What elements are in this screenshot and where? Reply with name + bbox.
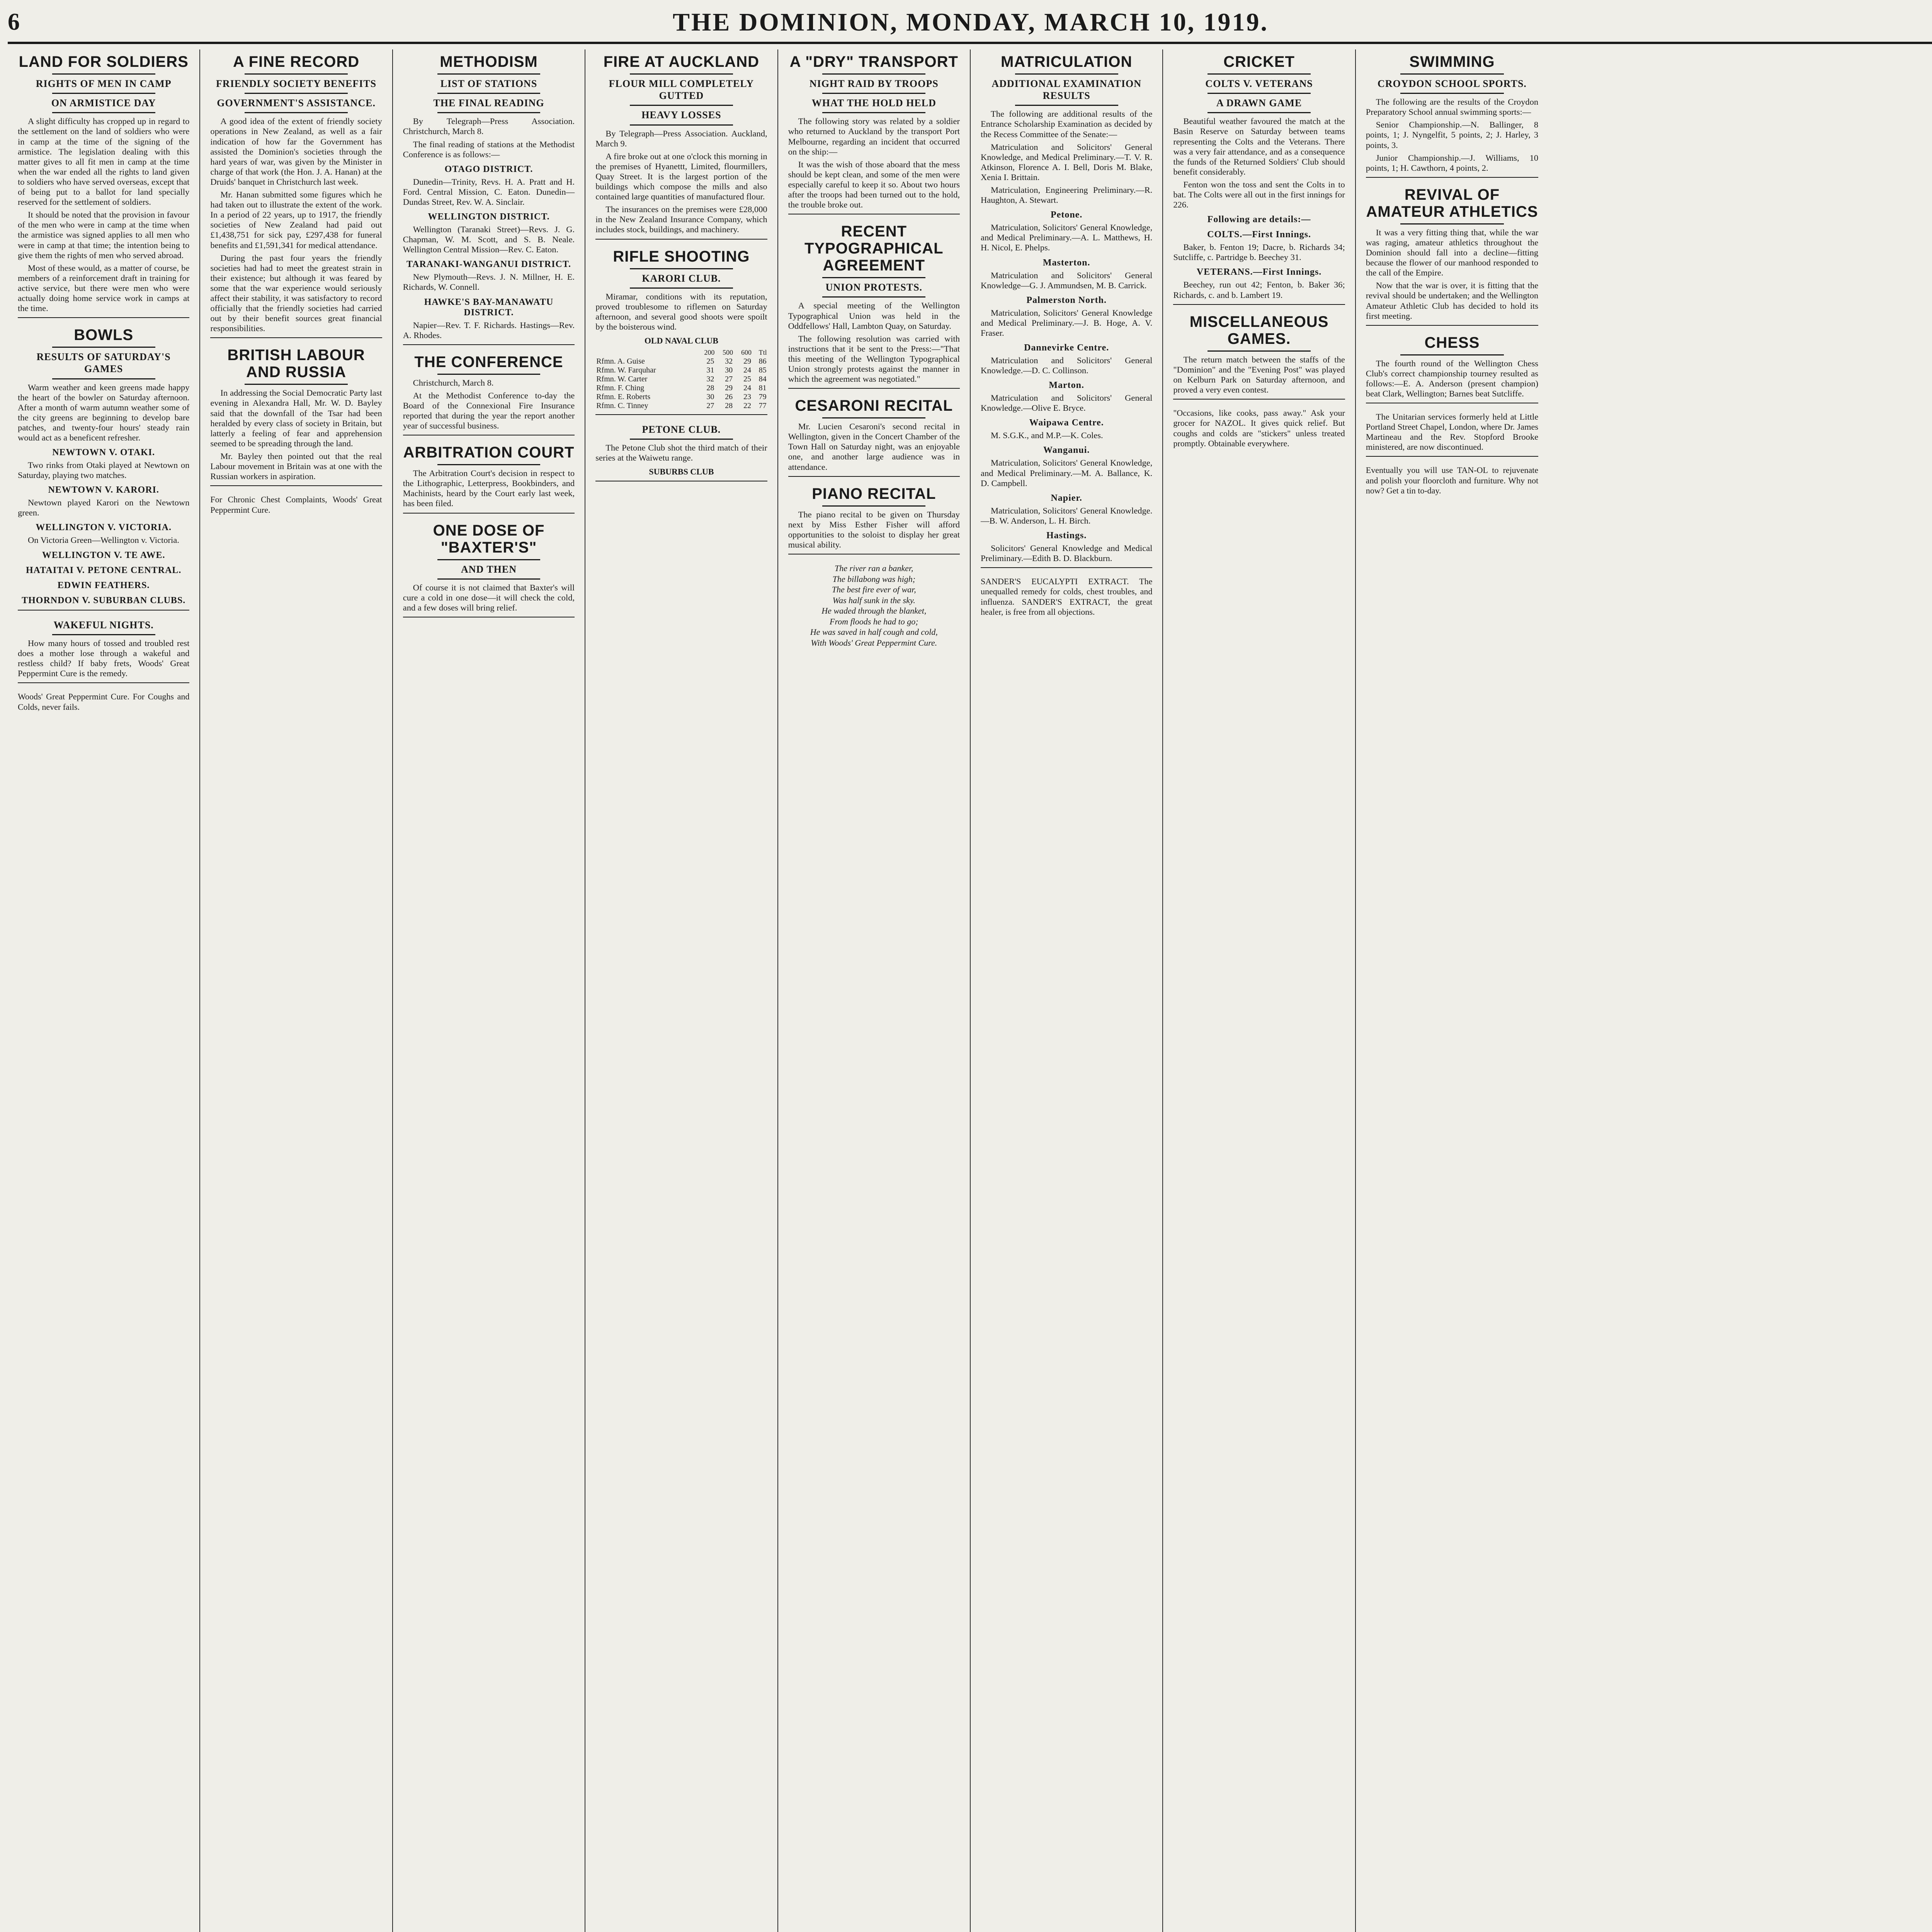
article-divider [1366, 456, 1538, 457]
article [403, 354, 575, 435]
scores-cell: Rfmn. W. Farquhar [596, 366, 656, 375]
section-heading: Masterton. [1043, 257, 1090, 268]
subheadline-rule [437, 578, 541, 580]
subheadline-rule [1015, 105, 1118, 106]
scores-cell: Rfmn. W. Carter [596, 375, 648, 384]
article [403, 522, 575, 617]
article-paragraph: The following story was related by a soldier who returned to Auckland by the transport Port Melbourne, regarding an incident that occurred on the ship:— [788, 116, 960, 156]
article-paragraph: Mr. Hanan submitted some figures which he had taken out to illustrate the extent of the work. In a period of 22 years, up to 1917, the friendly societies of New Zealand had paid out £1,438,751 for sick pay, £297,438 for funeral benefits and £1,591,341 for medical attendance. [210, 190, 382, 250]
article [1173, 313, 1345, 400]
scores-cell: 31 [706, 366, 714, 375]
section-text: Matriculation, Solicitors' General Knowledge and Medical Preliminary.—J. B. Hoge, A. V. Fraser. [980, 308, 1153, 338]
column-7 [1163, 49, 1355, 1932]
article-paragraph: The fourth round of the Wellington Chess Club's correct championship tourney resulted as follows:—E. A. Anderson (present champion) beat Clark, Wellington; Barnes beat Sutcliffe. [1366, 358, 1539, 398]
article-paragraph: A slight difficulty has cropped up in regard to the settlement on the land of soldiers who were in camp at the time of the signing of the armistice. The legislation dealing with this matter gives to all fit men in camp at the time when the war ended all the rights to land given to soldiers who have served overseas, except that of being put to a ballot for land specially reserved for the settlement of soldiers. [18, 116, 190, 207]
article-paragraph: Matriculation, Engineering Preliminary.—R. Haughton, A. Stewart. [980, 185, 1153, 205]
article-headline: REVIVAL OF AMATEUR ATHLETICS [1366, 186, 1538, 220]
subheadline-rule [822, 93, 925, 94]
headline-rule [245, 384, 348, 385]
scores-row [595, 357, 767, 366]
article-headline: A FINE RECORD [233, 53, 360, 70]
article-headline: CESARONI RECITAL [795, 397, 953, 415]
section-heading: WELLINGTON V. VICTORIA. [36, 522, 172, 533]
section-text: Matriculation and Solicitors' General Knowledge.—D. C. Collinson. [980, 355, 1153, 376]
scores-cell: 27 [725, 375, 733, 384]
article-paragraph: During the past four years the friendly societies had had to meet the greatest strain in their existence; but although it was feared by some that the war experience would seriously affect their stability, it was satisfactory to record officially that the friendly societies had carried out by their benefit sources great financial responsibilities. [210, 253, 382, 333]
article [788, 397, 960, 476]
article-paragraph: It should be noted that the provision in favour of the men who were in camp at the time when the armistice was signed applies to all men who were in camp at that time; the intention being to give them the rights of men who served abroad. [18, 210, 190, 260]
article-headline: A "DRY" TRANSPORT [789, 53, 958, 70]
column-6 [971, 49, 1163, 1932]
scores-cell: Rfmn. C. Tinney [596, 401, 648, 410]
scores-header-cell [595, 348, 696, 357]
section-heading: EDWIN FEATHERS. [57, 580, 150, 590]
section-text: Napier—Rev. T. F. Richards. Hastings—Rev. A. Rhodes. [403, 320, 575, 340]
section-heading: HATAITAI V. PETONE CENTRAL. [26, 565, 182, 575]
scores-cell: 29 [743, 357, 751, 366]
scores-table [595, 348, 767, 410]
advertisement: "Occasions, like cooks, pass away." Ask your grocer for NAZOL. It gives quick relief. But coughs and colds are "stickers" unless treated promptly. Obtainable everywhere. [1173, 408, 1345, 449]
subheadline-rule [630, 124, 733, 126]
article-headline: PIANO RECITAL [812, 485, 936, 502]
article-divider [403, 513, 575, 514]
headline-rule [1015, 73, 1118, 75]
headline-rule [437, 559, 541, 560]
article-subheadline: HEAVY LOSSES [641, 109, 721, 121]
scores-cell: 84 [759, 375, 767, 384]
section-heading: COLTS.—First Innings. [1207, 230, 1311, 240]
scores-header-cell: 500 [723, 349, 733, 357]
scores-cell: Rfmn. F. Ching [596, 384, 645, 393]
poem-line: The river ran a banker, [835, 563, 913, 573]
article-paragraph: Of course it is not claimed that Baxter's will cure a cold in one dose—it will check the cold, and a few doses will bring relief. [403, 582, 575, 612]
subheadline-rule [1208, 93, 1311, 94]
article [1366, 334, 1538, 403]
article-paragraph: It was a very fitting thing that, while the war was raging, amateur athletics throughout the Dominion should fall into a decline—fitting because the flower of our manhood responded to the call of the Empire. [1366, 227, 1539, 278]
article-headline: CRICKET [1223, 53, 1295, 70]
article [1366, 412, 1538, 457]
article [1366, 186, 1538, 326]
article [210, 53, 382, 338]
subheadline-rule [437, 93, 541, 94]
subheadline-rule [245, 93, 348, 94]
scores-cell: 77 [759, 401, 767, 410]
section-heading: WELLINGTON DISTRICT. [428, 212, 550, 222]
article-paragraph: It was the wish of those aboard that the mess should be kept clean, and some of the men were especially careful to keep it so. About two hours after the troops had been turned out to the hold, the trouble broke out. [788, 159, 960, 210]
headline-rule [1208, 350, 1311, 352]
scores-cell: 27 [706, 401, 714, 410]
article-divider [210, 485, 382, 486]
article-headline: SWIMMING [1409, 53, 1495, 70]
subheadline-rule [245, 112, 348, 113]
article-paragraph: The insurances on the premises were £28,000 in the New Zealand Insurance Company, which includes stock, buildings, and machinery. [595, 204, 767, 235]
article-subheadline: LIST OF STATIONS [440, 78, 537, 89]
section-heading: Napier. [1051, 493, 1082, 503]
section-heading: OTAGO DISTRICT. [444, 164, 533, 174]
article-divider [788, 388, 960, 389]
section-text: Baker, b. Fenton 19; Dacre, b. Richards 34; Sutcliffe, c. Partridge b. Beechey 31. [1173, 242, 1345, 262]
section-heading: Hastings. [1046, 530, 1087, 541]
article-subheadline: AND THEN [461, 563, 517, 575]
article-subheadline: WHAT THE HOLD HELD [811, 97, 936, 109]
scores-cell: 24 [743, 366, 751, 375]
subheadline-rule [630, 287, 733, 289]
subheadline-rule [1400, 93, 1504, 94]
scores-title: OLD NAVAL CLUB [644, 336, 718, 346]
section-heading: Waipawa Centre. [1029, 418, 1104, 428]
article-paragraph: A fire broke out at one o'clock this morning in the premises of Hyanettt, Limited, flourmillers, Quay Street. It is the largest portion of the buildings which compose the mills and also contained large quantities of manufactured flour. [595, 151, 767, 202]
headline-rule [822, 73, 925, 75]
article-divider [18, 317, 189, 318]
article [403, 444, 575, 513]
section-text: Dunedin—Trinity, Revs. H. A. Pratt and H. Ford. Central Mission, C. Eaton. Dunedin—Dundas Street, Rev. W. A. Sinclair. [403, 177, 575, 207]
section-heading: Dannevirke Centre. [1024, 342, 1109, 353]
article-headline: BRITISH LABOUR AND RUSSIA [227, 347, 365, 381]
article-subheadline: CROYDON SCHOOL SPORTS. [1378, 78, 1527, 89]
article-headline: FIRE AT AUCKLAND [603, 53, 760, 70]
article-divider [595, 239, 767, 240]
scores-cell: 22 [743, 401, 751, 410]
section-heading: Palmerston North. [1026, 295, 1107, 305]
scores-cell: Rfmn. A. Guise [596, 357, 645, 366]
article [788, 53, 960, 214]
headline-rule [437, 464, 541, 465]
subheadline-rule [630, 105, 733, 106]
scores-row [595, 384, 767, 393]
article-divider [788, 476, 960, 477]
article-paragraph: The return match between the staffs of the "Dominion" and the "Evening Post" was played on Kelburn Park on Saturday afternoon, and proved a very even contest. [1173, 354, 1345, 395]
scores-cell: 85 [759, 366, 767, 375]
headline-rule [822, 277, 925, 278]
article-paragraph: The following resolution was carried with instructions that it be sent to the Press:—"That this meeting of the Wellington Typographical Union strongly protests against the manner in which the agreement was negotiated." [788, 333, 960, 384]
article-headline: RECENT TYPOGRAPHICAL AGREEMENT [804, 223, 944, 274]
headline-rule [1400, 73, 1504, 75]
section-text: Matriculation, Solicitors' General Knowledge, and Medical Preliminary.—M. A. Ballance, K. D. Campbell. [980, 458, 1153, 488]
article-paragraph: Matriculation and Solicitors' General Knowledge, and Medical Preliminary.—T. V. R. Atkinson, Florence A. I. Bell, Doris M. Blake, Xenia I. Brittain. [980, 142, 1153, 182]
poem-line: The best fire ever of war, [832, 585, 916, 594]
headline-rule [630, 268, 733, 269]
section-heading: Marton. [1049, 380, 1085, 391]
headline-rule [822, 417, 925, 418]
subheadline-rule [822, 296, 925, 298]
article-paragraph: The Arbitration Court's decision in respect to the Lithographic, Letterpress, Bookbinders, and Machinists, heard by the Court early last week, has been filed. [403, 468, 575, 509]
section-heading: TARANAKI-WANGANUI DISTRICT. [406, 259, 571, 270]
article-divider [595, 414, 767, 415]
section-text: Matriculation, Solicitors' General Knowledge, and Medical Preliminary.—A. L. Matthews, H. H. Nicol, E. Phelps. [980, 223, 1153, 253]
subheadline-rule [437, 112, 541, 113]
footer-advertisement: Woods' Great Peppermint Cure. For Coughs and Colds, never fails. [18, 692, 190, 712]
columns-container [8, 49, 1932, 1932]
masthead-rule [8, 42, 1932, 44]
poem-line: The billabong was high; [832, 574, 916, 584]
article-paragraph: The following are additional results of the Entrance Scholarship Examination as decided by the Recess Committee of the Senate:— [980, 109, 1153, 139]
section-text: New Plymouth—Revs. J. N. Millner, H. E. Richards, W. Connell. [403, 272, 575, 292]
section-text: Matriculation, Solicitors' General Knowledge.—B. W. Anderson, L. H. Birch. [980, 505, 1153, 526]
article-subheadline: GOVERNMENT'S ASSISTANCE. [217, 97, 376, 109]
headline-rule [52, 347, 155, 348]
scores-cell: 86 [759, 357, 767, 366]
article [1366, 53, 1538, 178]
article-subheadline: KARORI CLUB. [642, 272, 721, 284]
article-subheadline: WAKEFUL NIGHTS. [53, 619, 154, 631]
subheadline-rule [1208, 112, 1311, 113]
article [1173, 53, 1345, 305]
section-text: M. S.G.K., and M.P.—K. Coles. [990, 430, 1103, 440]
subheadline-rule [630, 439, 733, 440]
section-text: Solicitors' General Knowledge and Medical Preliminary.—Edith B. D. Blackburn. [980, 543, 1153, 563]
article-paragraph: A special meeting of the Wellington Typographical Union was held in the Oddfellows' Hall, Lambton Quay, on Saturday. [788, 301, 960, 331]
section-text: Matriculation and Solicitors' General Knowledge—G. J. Ammundsen, M. B. Carrick. [980, 270, 1153, 290]
poem-line: From floods he had to go; [830, 616, 918, 626]
section-text: On Victoria Green—Wellington v. Victoria. [28, 535, 179, 545]
scores-cell: 26 [725, 393, 733, 401]
article-paragraph: By Telegraph—Press Association. Christchurch, March 8. [403, 116, 575, 136]
scores-cell: 23 [743, 393, 751, 401]
article-divider [1366, 325, 1538, 326]
article [18, 327, 189, 610]
article [210, 347, 382, 486]
article-headline: MISCELLANEOUS GAMES. [1189, 313, 1329, 347]
poem-block [788, 563, 960, 648]
poem-line: Was half sunk in the sky. [832, 595, 915, 605]
section-text: Two rinks from Otaki played at Newtown on Saturday, playing two matches. [18, 460, 190, 480]
article-divider [18, 610, 189, 611]
article-subheadline: UNION PROTESTS. [825, 282, 923, 293]
article-paragraph: The following are the results of the Croydon Preparatory School annual swimming sports:— [1366, 97, 1539, 117]
article-divider [1173, 399, 1345, 400]
scores-cell: 79 [759, 393, 767, 401]
article-divider [18, 682, 189, 683]
article-paragraph: Mr. Bayley then pointed out that the real Labour movement in Britain was at one with the Russian workers in aspiration. [210, 451, 382, 481]
article [18, 619, 189, 684]
article-paragraph: The Petone Club shot the third match of their series at the Waiwetu range. [595, 443, 767, 463]
article-headline: MATRICULATION [1001, 53, 1133, 70]
article-subheadline: NIGHT RAID BY TROOPS [809, 78, 939, 89]
article-paragraph: Most of these would, as a matter of course, be members of a reinforcement draft in training for active service, but there were men who were actually doing home service work in camps at the time. [18, 263, 190, 313]
section-heading: WELLINGTON V. TE AWE. [42, 550, 165, 560]
article-paragraph: Fenton won the toss and sent the Colts in to bat. The Colts were all out in the first innings for 226. [1173, 179, 1345, 210]
section-heading: Following are details:— [1207, 214, 1311, 225]
article-paragraph: The final reading of stations at the Methodist Conference is as follows:— [403, 139, 575, 159]
section-heading: NEWTOWN V. KARORI. [48, 485, 159, 495]
article-subheadline: COLTS V. VETERANS [1205, 78, 1313, 89]
scores-cell: 30 [706, 393, 714, 401]
headline-rule [437, 374, 541, 375]
article [595, 423, 767, 481]
advertisement: SANDER'S EUCALYPTI EXTRACT. The unequalled remedy for colds, chest troubles, and influenza. SANDER'S EXTRACT, the great healer, is free from all objections. [980, 577, 1153, 617]
article-subheadline: FLOUR MILL COMPLETELY GUTTED [609, 78, 754, 102]
headline-rule [630, 73, 733, 75]
article-paragraph: At the Methodist Conference to-day the Board of the Connexional Fire Insurance reported that during the year the report another year of successful business. [403, 390, 575, 431]
article [595, 248, 767, 415]
headline-rule [437, 73, 541, 75]
article-subheadline: PETONE CLUB. [642, 424, 721, 435]
article-paragraph: Senior Championship.—N. Ballinger, 8 points, 1; J. Nyngelfit, 5 points, 2; J. Harley, 3 points, 3. [1366, 120, 1539, 150]
scores-row [595, 366, 767, 375]
article-divider [981, 567, 1152, 568]
article-headline: ARBITRATION COURT [403, 444, 575, 461]
section-text: Beechey, run out 42; Fenton, b. Baker 36; Richards, c. and b. Lambert 19. [1173, 280, 1345, 300]
article [981, 53, 1152, 568]
article-headline: CHESS [1424, 334, 1480, 351]
article-paragraph: Junior Championship.—J. Williams, 10 points, 1; H. Cawthorn, 4 points, 2. [1366, 153, 1539, 173]
section-heading: VETERANS.—First Innings. [1196, 267, 1322, 277]
headline-rule [245, 73, 348, 75]
section-heading: THORNDON V. SUBURBAN CLUBS. [22, 595, 186, 605]
subheadline-rule [52, 378, 155, 379]
headline-rule [822, 505, 925, 507]
column-2 [200, 49, 393, 1932]
scores-cell: 32 [706, 375, 714, 384]
article-subheadline: ON ARMISTICE DAY [51, 97, 156, 109]
scores-header-cell: 200 [704, 349, 715, 357]
scores-row [595, 401, 767, 410]
article-subheadline: ADDITIONAL EXAMINATION RESULTS [992, 78, 1142, 102]
article-paragraph: Warm weather and keen greens made happy the heart of the bowler on Saturday afternoon. After a month of warm autumn weather some of the city greens are beginning to develop bare patches, and twenty-four hours' steady rain would act as a beneficent refresher. [18, 382, 190, 442]
poem-line: He was saved in half cough and cold, [810, 627, 938, 637]
scores-row [595, 375, 767, 384]
article-paragraph: How many hours of tossed and troubled rest does a mother lose through a wakeful and restless child? If baby frets, Woods' Great Peppermint Cure is the remedy. [18, 638, 190, 679]
column-1 [8, 49, 200, 1932]
scores-header-cell: 600 [741, 349, 752, 357]
column-5 [778, 49, 971, 1932]
scores-header-cell: Ttl [759, 349, 767, 357]
scores-cell: 24 [743, 384, 751, 393]
scores-cell: 25 [706, 357, 714, 366]
scores-cell: 32 [725, 357, 733, 366]
article-paragraph: Christchurch, March 8. [413, 378, 494, 388]
scores-cell: 28 [725, 401, 733, 410]
article-divider [210, 337, 382, 338]
newspaper-title: THE DOMINION, MONDAY, MARCH 10, 1919. [673, 8, 1269, 36]
article [595, 53, 767, 240]
subheadline-rule [52, 93, 155, 94]
subheadline-rule [822, 112, 925, 113]
article-divider [1173, 304, 1345, 305]
poem-line: He waded through the blanket, [821, 606, 927, 616]
article-paragraph: Miramar, conditions with its reputation, proved troublesome to riflemen on Saturday afternoon, and several good shoots were spoilt by the boisterous wind. [595, 291, 767, 332]
article-headline: RIFLE SHOOTING [613, 248, 750, 265]
scores-cell: 30 [725, 366, 733, 375]
headline-rule [1400, 223, 1504, 224]
article [18, 53, 189, 318]
subheadline-rule [52, 634, 155, 635]
article-headline: LAND FOR SOLDIERS [19, 53, 189, 70]
article-paragraph: In addressing the Social Democratic Party last evening in Alexandra Hall, Mr. W. D. Bayley said that the downfall of the Tsar had been heralded by every class of society in Britain, but latterly a feeling of fear and apprehension seemed to be spreading through the land. [210, 388, 382, 448]
article [788, 485, 960, 554]
article [788, 223, 960, 389]
page-number: 6 [8, 9, 20, 35]
article-subheadline: RIGHTS OF MEN IN CAMP [36, 78, 172, 89]
article-paragraph: By Telegraph—Press Association. Auckland, March 9. [595, 128, 767, 148]
article-paragraph: Mr. Lucien Cesaroni's second recital in Wellington, given in the Concert Chamber of the Town Hall on Saturday night, was an enjoyable one, and another large audience was in attendance. [788, 422, 960, 472]
scores-row [595, 393, 767, 401]
article-subheadline: FRIENDLY SOCIETY BENEFITS [216, 78, 377, 89]
subheadline-rule [52, 112, 155, 113]
headline-rule [1400, 354, 1504, 355]
column-8 [1356, 49, 1548, 1932]
scores-title: SUBURBS CLUB [649, 467, 714, 477]
section-heading: Petone. [1051, 210, 1083, 220]
footer-advertisement: For Chronic Chest Complaints, Woods' Great Peppermint Cure. [210, 495, 382, 515]
advertisement: Eventually you will use TAN-OL to rejuvenate and polish your floorcloth and furniture. Why not now? Get a tin to-day. [1366, 465, 1539, 496]
article-divider [403, 344, 575, 345]
section-text: Wellington (Taranaki Street)—Revs. J. G. Chapman, W. M. Scott, and S. B. Neale. Wellington Central Mission—Rev. C. Eaton. [403, 224, 575, 255]
section-heading: NEWTOWN V. OTAKI. [52, 447, 155, 458]
scores-cell: Rfmn. E. Roberts [596, 393, 651, 401]
article-headline: METHODISM [440, 53, 538, 70]
article-paragraph: Beautiful weather favoured the match at the Basin Reserve on Saturday between teams representing the Colts and the Veterans. There was a very fair attendance, and as a consequence the funds of the Returned Soldiers' Club should benefit considerably. [1173, 116, 1345, 177]
article-subheadline: RESULTS OF SATURDAY'S GAMES [36, 351, 171, 375]
poem-line: With Woods' Great Peppermint Cure. [811, 638, 937, 648]
article-divider [1366, 177, 1538, 178]
column-4 [585, 49, 778, 1932]
article-subheadline: A DRAWN GAME [1216, 97, 1302, 109]
section-text: Newtown played Karori on the Newtown green. [18, 498, 190, 518]
article-paragraph: A good idea of the extent of friendly society operations in New Zealand, as well as a fair indication of how far the Government has assisted the Dominion's societies through the hard years of war, was given by the Minister in charge of that work (the Hon. J. A. Hanan) at the Druids' banquet in Christchurch last week. [210, 116, 382, 187]
article-headline: THE CONFERENCE [414, 353, 563, 371]
section-heading: Wanganui. [1043, 445, 1090, 456]
column-3 [393, 49, 585, 1932]
headline-rule [1208, 73, 1311, 75]
masthead [8, 4, 1932, 41]
article [403, 53, 575, 345]
article-headline: BOWLS [74, 327, 134, 344]
article-paragraph: Now that the war is over, it is fitting that the revival should be undertaken; and the Wellington Amateur Athletic Club has decided to hold its first meeting. [1366, 281, 1539, 321]
scores-cell: 29 [725, 384, 733, 393]
scores-cell: 81 [759, 384, 767, 393]
article-paragraph: The Unitarian services formerly held at Little Portland Street Chapel, London, where Dr. James Martineau and the Rev. Stopford Brooke ministered, are now discontinued. [1366, 412, 1539, 452]
scores-cell: 25 [743, 375, 751, 384]
article-subheadline: THE FINAL READING [433, 97, 544, 109]
headline-rule [52, 73, 155, 75]
section-text: Matriculation and Solicitors' General Knowledge.—Olive E. Bryce. [980, 393, 1153, 413]
section-heading: HAWKE'S BAY-MANAWATU DISTRICT. [424, 297, 554, 318]
article-paragraph: The piano recital to be given on Thursday next by Miss Esther Fisher will afford opportunities to the soloist to display her great musical ability. [788, 509, 960, 549]
scores-cell: 28 [706, 384, 714, 393]
article-headline: ONE DOSE OF "BAXTER'S" [433, 522, 545, 556]
